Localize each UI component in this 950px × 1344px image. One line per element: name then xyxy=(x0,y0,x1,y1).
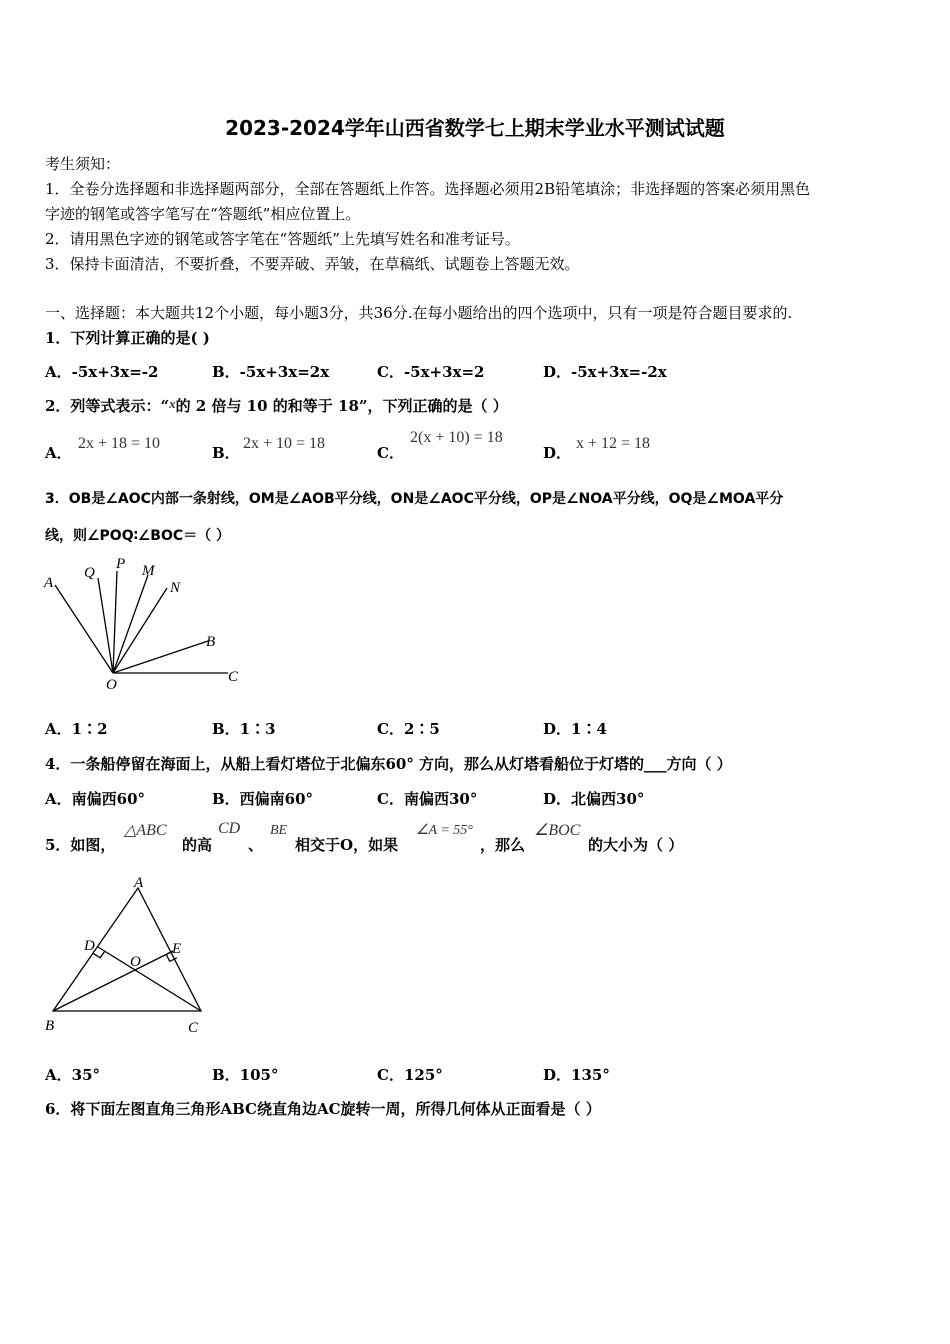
page-title: 2023-2024学年山西省数学七上期末学业水平测试试题 xyxy=(225,116,725,140)
label-a: A xyxy=(44,575,54,591)
label-o: O xyxy=(106,677,117,693)
q5-option-d: D．135° xyxy=(543,1066,610,1084)
q4-option-a: A．南偏西60° xyxy=(45,790,146,808)
label-p: P xyxy=(116,556,126,572)
q4-option-c: C．南偏西30° xyxy=(377,790,478,808)
q2-option-d-label: D． xyxy=(543,444,572,462)
q2-stem-end: 的 2 倍与 10 的和等于 18”，下列正确的是（ ） xyxy=(175,397,508,415)
q2-option-a-expr: 2x + 18 = 10 xyxy=(78,435,161,452)
q2-option-d-expr: x + 12 = 18 xyxy=(576,435,651,452)
ray-op xyxy=(113,571,117,673)
ray-oa xyxy=(55,585,113,673)
label-m: M xyxy=(142,563,155,579)
q4-option-b: B．西偏南60° xyxy=(212,790,314,808)
q5-stem-t2: 相交于O，如果 xyxy=(295,836,399,854)
q5-be: BE xyxy=(270,823,288,838)
right-angle-d xyxy=(93,951,104,958)
q5-option-a: A．35° xyxy=(45,1066,101,1084)
q5-boc: ∠BOC xyxy=(534,822,581,839)
question-2-stem xyxy=(45,395,508,416)
notice-line-3: 3．保持卡面清洁，不要折叠，不要弄破、弄皱，在草稿纸、试题卷上答题无效。 xyxy=(45,255,580,273)
question-1-stem: 1．下列计算正确的是( ) xyxy=(45,329,210,347)
q2-stem-start: 2．列等式表示：“ xyxy=(45,397,170,415)
q1-option-a: A．-5x+3x=-2 xyxy=(45,363,159,381)
question-6-stem: 6．将下面左图直角三角形ABC绕直角边AC旋转一周，所得几何体从正面看是（ ） xyxy=(45,1100,601,1118)
altitude-cd xyxy=(98,947,201,1011)
q2-option-a-label: A． xyxy=(45,444,72,462)
question-3-line-1: 3．OB是∠AOC内部一条射线，OM是∠AOB平分线，ON是∠AOC平分线，OP是∠NOA平分线，OQ是∠MOA平分 xyxy=(45,491,784,507)
q5-angle-a: ∠A = 55° xyxy=(416,823,473,838)
ray-ob xyxy=(113,641,208,673)
q5-cd: CD xyxy=(218,820,241,837)
ray-oq xyxy=(98,578,113,673)
q3-angle-figure xyxy=(40,553,255,693)
q2-option-c-label: C． xyxy=(377,444,404,462)
notice-line-1b: 字迹的钢笔或答字笔写在“答题纸”相应位置上。 xyxy=(45,205,361,223)
notice-heading: 考生须知： xyxy=(45,155,121,173)
q1-option-c: C．-5x+3x=2 xyxy=(377,363,485,381)
ray-on xyxy=(113,588,167,673)
label-b: B xyxy=(206,634,216,650)
q5-stem-t1: 的高 xyxy=(182,836,213,854)
label-b: B xyxy=(45,1018,55,1034)
q5-option-b: B．105° xyxy=(212,1066,279,1084)
q5-stem-t3: ，那么 xyxy=(480,836,526,854)
label-a: A xyxy=(134,875,144,891)
question-4-stem: 4．一条船停留在海面上，从船上看灯塔位于北偏东60° 方向，那么从灯塔看船位于灯塔的___方向（ ） xyxy=(45,755,732,773)
question-3-line-2: 线，则∠POQ∶∠BOC＝（ ） xyxy=(45,528,231,544)
label-c: C xyxy=(188,1020,199,1036)
label-o: O xyxy=(130,954,141,970)
q4-option-d: D．北偏西30° xyxy=(543,790,645,808)
q2-var-x: x xyxy=(169,396,176,411)
q5-triangle: △ABC xyxy=(124,822,167,839)
label-d: D xyxy=(84,938,95,954)
label-c: C xyxy=(228,669,239,685)
q5-option-c: C．125° xyxy=(377,1066,443,1084)
q1-option-b: B．-5x+3x=2x xyxy=(212,363,330,381)
q3-option-c: C．2∶5 xyxy=(377,720,440,738)
q3-option-d: D．1∶4 xyxy=(543,720,607,738)
label-q: Q xyxy=(84,565,95,581)
q2-option-c-expr: 2(x + 10) = 18 xyxy=(410,429,503,446)
ray-om xyxy=(113,575,148,673)
q5-stem-sep: 、 xyxy=(248,836,264,854)
q5-stem-t4: 的大小为（ ） xyxy=(588,836,684,854)
q3-option-b: B．1∶3 xyxy=(212,720,276,738)
altitude-be xyxy=(53,951,173,1011)
label-e: E xyxy=(172,941,182,957)
notice-line-2: 2．请用黑色字迹的钢笔或答字笔在“答题纸”上先填写姓名和准考证号。 xyxy=(45,230,520,248)
notice-line-1: 1．全卷分选择题和非选择题两部分，全部在答题纸上作答。选择题必须用2B铅笔填涂；非选择题的答案必须用黑色 xyxy=(45,180,811,198)
q1-option-d: D．-5x+3x=-2x xyxy=(543,363,667,381)
q2-option-b-label: B． xyxy=(212,444,240,462)
q3-option-a: A．1∶2 xyxy=(45,720,108,738)
label-n: N xyxy=(170,580,181,596)
q2-option-b-expr: 2x + 10 = 18 xyxy=(243,435,326,452)
q5-stem-num: 5．如图， xyxy=(45,836,116,854)
q5-triangle-figure xyxy=(40,870,220,1040)
section-heading: 一、选择题：本大题共12个小题，每小题3分，共36分.在每小题给出的四个选项中，只有一项是符合题目要求的. xyxy=(45,304,793,322)
